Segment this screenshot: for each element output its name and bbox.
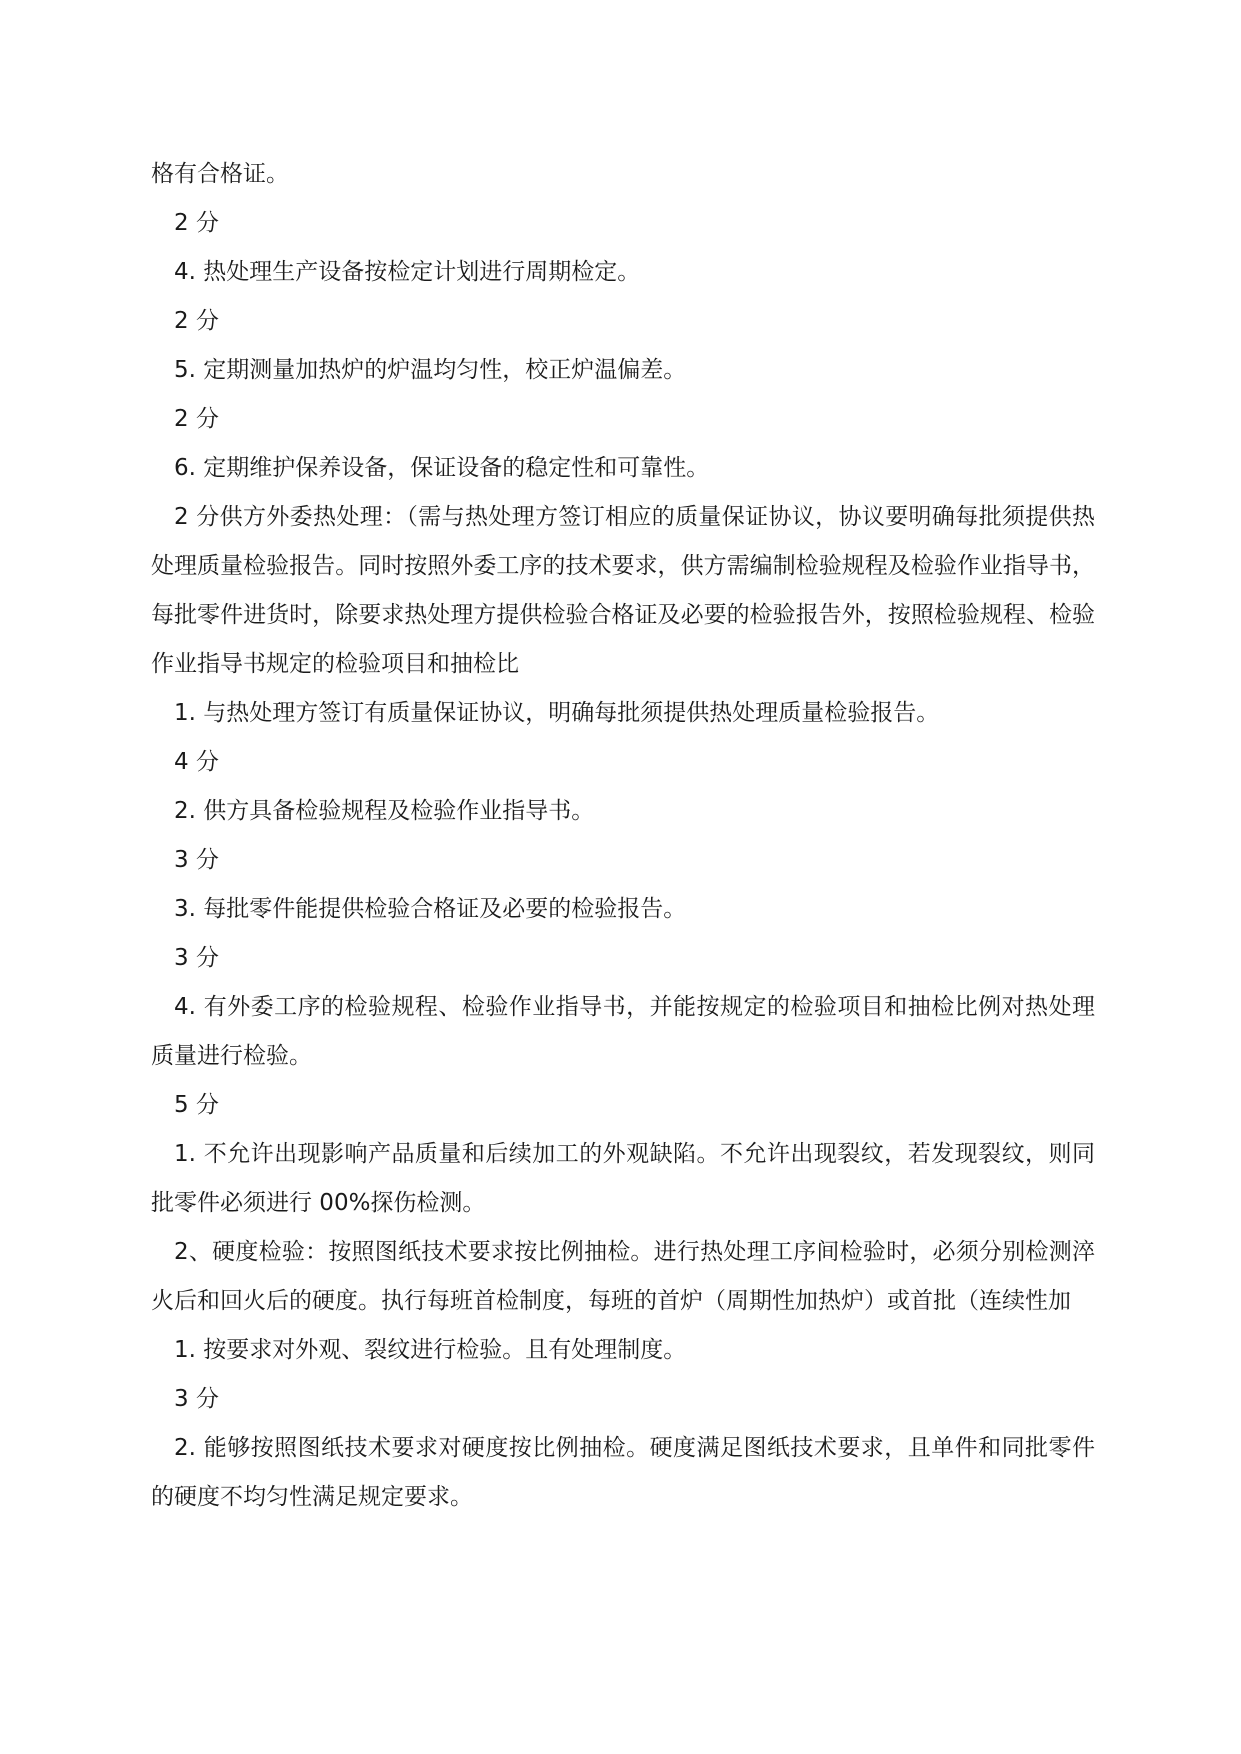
score-line: 3 分 — [174, 847, 219, 873]
score-line: 4 分 — [174, 749, 219, 775]
score-line: 5 分 — [174, 1092, 219, 1118]
list-item: 6. 定期维护保养设备，保证设备的稳定性和可靠性。 — [174, 455, 710, 481]
list-item: 2. 供方具备检验规程及检验作业指导书。 — [174, 798, 595, 824]
score-line: 2 分 — [174, 308, 219, 334]
list-item: 1. 按要求对外观、裂纹进行检验。且有处理制度。 — [174, 1337, 687, 1363]
list-item: 1. 与热处理方签订有质量保证协议，明确每批须提供热处理质量检验报告。 — [174, 700, 940, 726]
section-paragraph: 2 分供方外委热处理：（需与热处理方签订相应的质量保证协议，协议要明确每批须提供热处理质量检验报告。同时按照外委工序的技术要求，供方需编制检验规程及检验作业指导书，每批零件进货时，除要求热处理方提供检验合格证及必要的检验报告外，按照检验规程、检验作业指导书规定的检验项目和抽检比 — [151, 504, 1095, 677]
document-page — [151, 150, 1095, 1522]
list-item: 4. 热处理生产设备按检定计划进行周期检定。 — [174, 259, 641, 285]
score-line: 3 分 — [174, 945, 219, 971]
score-line: 2 分 — [174, 210, 219, 236]
section-paragraph: 2、硬度检验：按照图纸技术要求按比例抽检。进行热处理工序间检验时，必须分别检测淬火后和回火后的硬度。执行每班首检制度，每班的首炉（周期性加热炉）或首批（连续性加 — [151, 1239, 1095, 1314]
list-item: 3. 每批零件能提供检验合格证及必要的检验报告。 — [174, 896, 687, 922]
score-line: 3 分 — [174, 1386, 219, 1412]
list-item: 2. 能够按照图纸技术要求对硬度按比例抽检。硬度满足图纸技术要求，且单件和同批零件的硬度不均匀性满足规定要求。 — [151, 1435, 1095, 1510]
list-item: 5. 定期测量加热炉的炉温均匀性，校正炉温偏差。 — [174, 357, 687, 383]
list-item: 4. 有外委工序的检验规程、检验作业指导书，并能按规定的检验项目和抽检比例对热处理质量进行检验。 — [151, 994, 1095, 1069]
score-line: 2 分 — [174, 406, 219, 432]
list-item: 1. 不允许出现影响产品质量和后续加工的外观缺陷。不允许出现裂纹，若发现裂纹，则同批零件必须进行 00%探伤检测。 — [151, 1141, 1095, 1216]
paragraph-continuation: 格有合格证。 — [151, 161, 289, 187]
